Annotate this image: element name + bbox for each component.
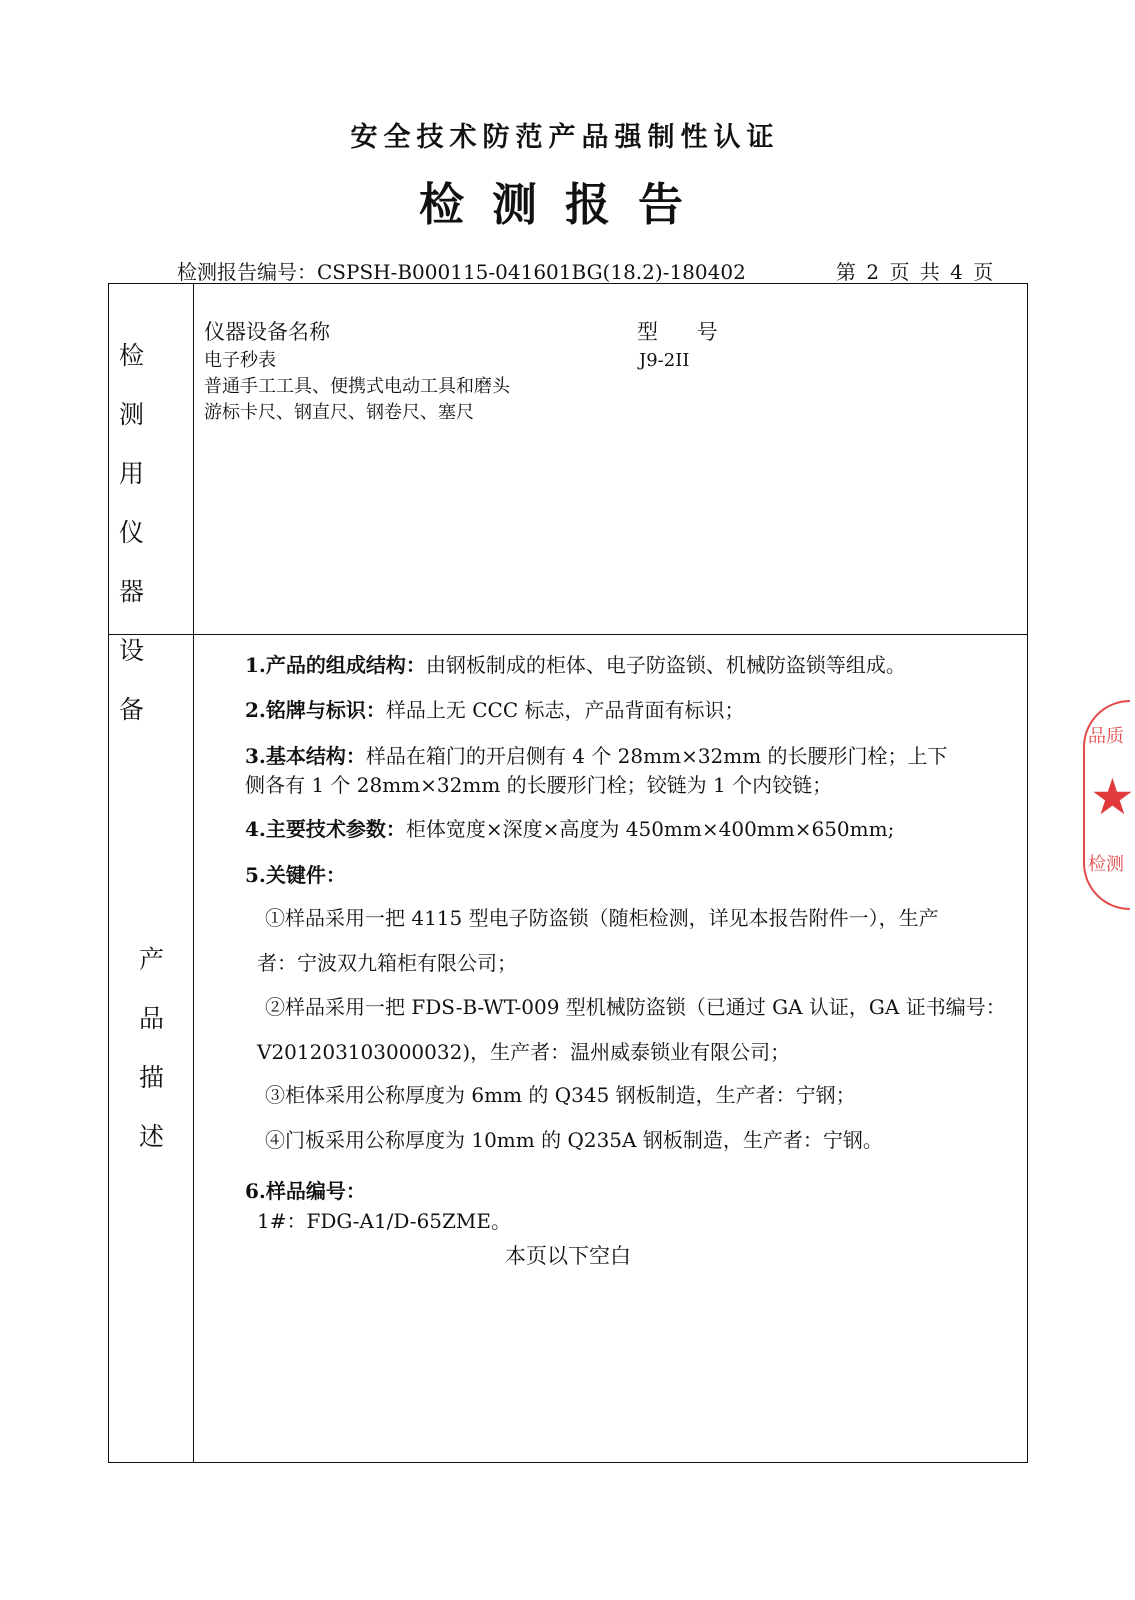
description-line — [245, 769, 832, 798]
description-line — [245, 859, 346, 888]
description-text: V201203103000032)，生产者：温州威泰锁业有限公司； — [257, 1040, 791, 1064]
equipment-label-line: 用 仪 — [119, 459, 159, 547]
blank-page-note: 本页以下空白 — [505, 1244, 631, 1268]
description-text: ②样品采用一把 FDS-B-WT-009 型机械防盗锁（已通过 GA 认证，GA 证书编号： — [265, 995, 1006, 1019]
description-heading: 1.产品的组成结构： — [245, 653, 426, 677]
description-text: 由钢板制成的柜体、电子防盗锁、机械防盗锁等组成。 — [425, 653, 906, 677]
description-label-char: 述 — [138, 1122, 164, 1151]
description-line — [245, 649, 906, 678]
description-label-char: 描 — [138, 1063, 164, 1092]
description-text: ③柜体采用公称厚度为 6mm 的 Q345 钢板制造，生产者：宁钢； — [265, 1083, 856, 1107]
page-info: 第 2 页 共 4 页 — [836, 260, 996, 284]
description-line — [257, 1205, 511, 1234]
description-line — [245, 694, 745, 723]
description-heading: 5.关键件： — [245, 863, 346, 887]
equipment-name-header: 仪器设备名称 — [204, 320, 330, 344]
description-line — [265, 1124, 883, 1153]
stamp-text-bottom: 检测 — [1088, 854, 1124, 875]
equipment-name-list — [204, 348, 510, 426]
equipment-label-line: 检 测 — [119, 341, 159, 429]
description-heading: 6.样品编号： — [245, 1179, 366, 1203]
description-label-cell — [109, 635, 194, 1462]
equipment-label-line: 器 设 — [119, 577, 159, 665]
description-heading: 2.铭牌与标识： — [245, 698, 386, 722]
description-label-char: 产 — [138, 945, 164, 974]
description-line — [245, 740, 948, 769]
report-table — [108, 283, 1028, 1463]
description-heading: 3.基本结构： — [245, 744, 366, 768]
description-text: 样品在箱门的开启侧有 4 个 28mm×32mm 的长腰形门栓；上下 — [365, 744, 948, 768]
report-title: 检测报告 — [418, 178, 711, 231]
description-label — [109, 930, 194, 1166]
equipment-label-line: 备 — [119, 695, 159, 724]
description-text: 侧各有 1 个 28mm×32mm 的长腰形门栓；铰链为 1 个内铰链； — [245, 773, 833, 797]
equipment-name: 电子秒表 — [204, 350, 276, 371]
equipment-label-cell — [109, 284, 194, 724]
description-line — [257, 947, 517, 976]
equipment-model-header: 型 号 — [637, 320, 734, 344]
page-title: 安全技术防范产品强制性认证 — [350, 122, 780, 153]
equipment-name: 普通手工工具、便携式电动工具和磨头 — [204, 376, 510, 397]
description-section — [109, 635, 1027, 1462]
equipment-model: J9-2II — [639, 350, 690, 371]
description-line — [257, 1036, 790, 1065]
description-text: 者：宁波双九箱柜有限公司； — [257, 951, 517, 975]
description-heading: 4.主要技术参数： — [245, 817, 406, 841]
description-line — [265, 1079, 856, 1108]
description-text: 样品上无 CCC 标志，产品背面有标识； — [385, 698, 745, 722]
description-line — [265, 991, 1006, 1020]
description-text: ④门板采用公称厚度为 10mm 的 Q235A 钢板制造，生产者：宁钢。 — [265, 1128, 883, 1152]
equipment-name: 游标卡尺、钢直尺、钢卷尺、塞尺 — [204, 402, 474, 423]
description-text: 1#：FDG-A1/D-65ZME。 — [257, 1209, 511, 1233]
star-icon: ★ — [1090, 768, 1135, 826]
stamp-text-top: 品质 — [1088, 726, 1124, 747]
description-line — [245, 1175, 366, 1204]
description-label-char: 品 — [138, 1004, 164, 1033]
description-text: ①样品采用一把 4115 型电子防盗锁（随柜检测，详见本报告附件一），生产 — [265, 906, 939, 930]
description-line — [245, 813, 894, 842]
equipment-model-list — [639, 348, 689, 374]
report-number: 检测报告编号：CSPSH-B000115-041601BG(18.2)-180402 — [177, 260, 746, 284]
description-line — [265, 902, 939, 931]
description-text: 柜体宽度×深度×高度为 450mm×400mm×650mm; — [405, 817, 895, 841]
